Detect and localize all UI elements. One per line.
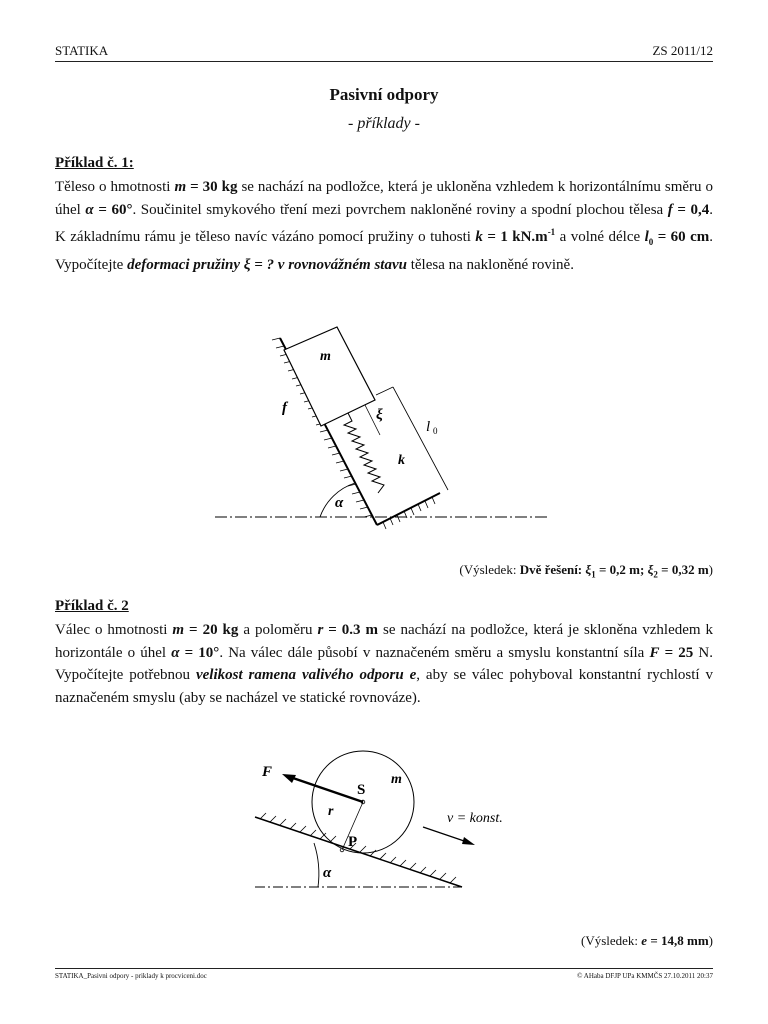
example2-text: Válec o hmotnosti m = 20 kg a poloměru r = 0.3 m se nachází na podložce, která je skloněna vzhledem k horizontále o úhel α = 10°. Na válec dále působí v naznačeném směru a smyslu konstantní síla F = 25 N. Vypočítejte potřebnou velikost ramena valivého odporu e, aby se válec pohyboval konstantní rychlostí v naznačeném smyslu (aby se nacházel ve statické rovnováze). xyxy=(55,622,714,706)
label-l0: l xyxy=(426,419,431,435)
label-m: m xyxy=(391,772,402,787)
page-subtitle: - příklady - xyxy=(348,115,420,132)
spring xyxy=(344,413,384,493)
page-header xyxy=(55,43,713,62)
force-f-arrow xyxy=(290,777,366,802)
label-r: r xyxy=(328,804,334,819)
base-frame-hatch xyxy=(383,497,435,529)
label-f: f xyxy=(282,400,287,416)
example2-result: (Výsledek: e = 14,8 mm) xyxy=(581,933,713,948)
incline-hatch xyxy=(260,813,456,883)
example2-figure xyxy=(250,745,530,895)
l0-dimension-line xyxy=(393,387,448,490)
header-right: ZS 2011/12 xyxy=(652,43,713,58)
block-m xyxy=(284,327,375,426)
label-velocity: v = konst. xyxy=(447,811,503,826)
velocity-arrow xyxy=(423,827,470,843)
label-xi: ξ xyxy=(376,407,383,423)
example1-result: (Výsledek: Dvě řešení: $\xi_1 = 0,2$ m; $\xi_2 = 0,32$ m) xyxy=(459,562,713,580)
velocity-arrowhead xyxy=(462,837,475,845)
footer-left: STATIKA_Pasivni odpory - priklady k procviceni.doc xyxy=(55,972,207,980)
example2-heading: Příklad č. 2 xyxy=(55,598,129,614)
label-l0-sub: 0 xyxy=(433,426,438,436)
label-s: S xyxy=(357,782,366,798)
page-title: Pasivní odpory xyxy=(329,85,439,104)
base-frame-line xyxy=(377,493,440,525)
label-alpha: α xyxy=(323,865,332,881)
page-footer xyxy=(55,968,713,980)
example1-text: Těleso o hmotnosti m = 30 kg se nachází na podložce, která je ukloněna vzhledem k horizontálnímu směru o úhel α = 60°. Součinitel smykového tření mezi povrchem nakloněné roviny a spodní plochou tělesa f = 0,4. K základnímu rámu je těleso navíc vázáno pomocí pružiny o tuhosti k = 1 $kN.m^{-1}$ a volné délce $l_0 = 60$ cm. Vypočítejte deformaci pružiny ξ = ? v rovnovážném stavu tělesa na nakloněné rovině. xyxy=(55,179,714,273)
incline-line xyxy=(255,817,462,887)
label-p: P xyxy=(348,834,358,850)
label-f: F xyxy=(262,764,273,780)
label-m: m xyxy=(320,349,331,364)
label-alpha: α xyxy=(335,495,344,511)
example1-figure xyxy=(200,325,560,535)
example1-heading: Příklad č. 1: xyxy=(55,155,134,171)
footer-right: © AHaba DFJP UPa KMMČS 27.10.2011 20:37 xyxy=(577,972,713,980)
angle-arc xyxy=(314,843,319,887)
label-k: k xyxy=(398,453,405,468)
force-f-arrowhead xyxy=(282,774,296,783)
header-left: STATIKA xyxy=(55,43,109,58)
